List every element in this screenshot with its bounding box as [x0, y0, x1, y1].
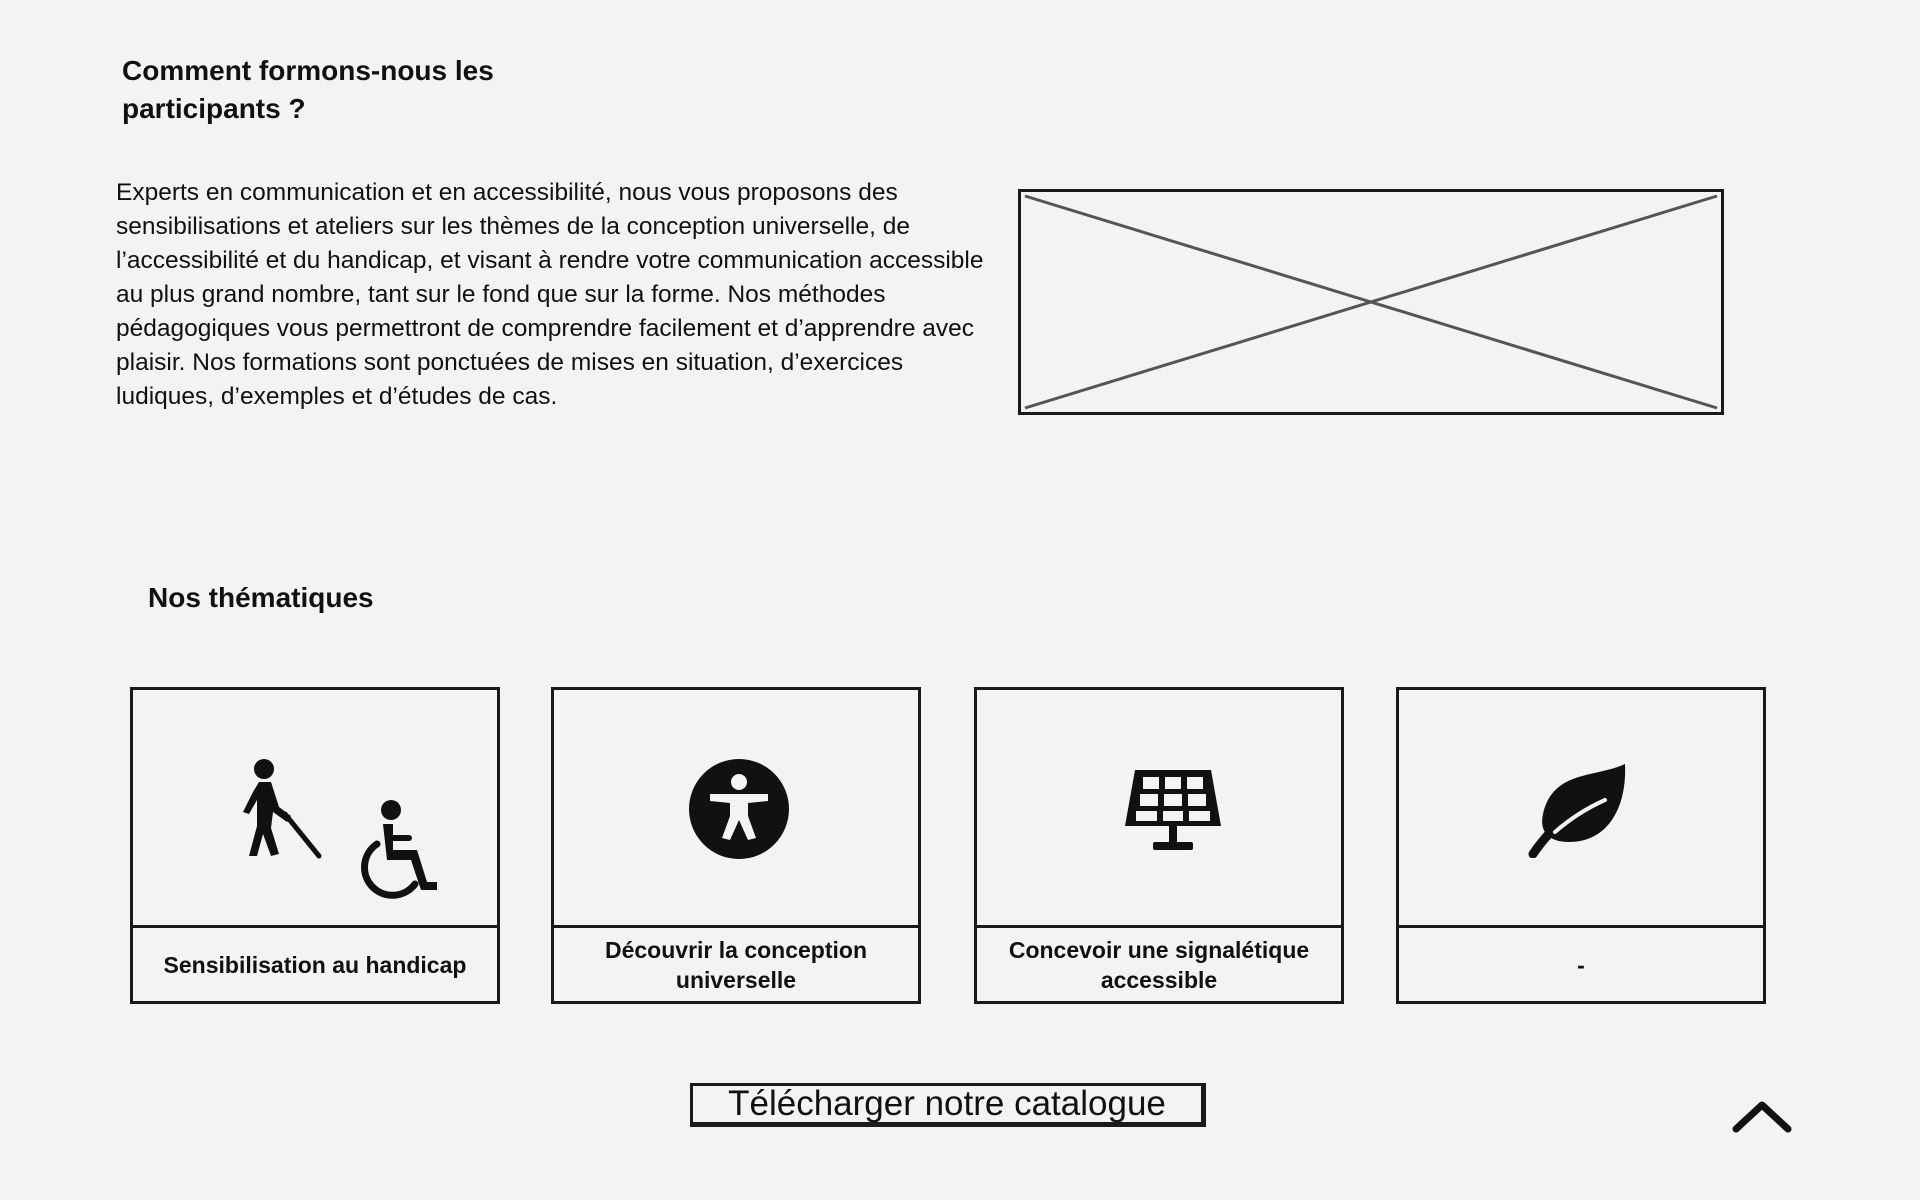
- card-icon-area: [133, 690, 497, 928]
- card-icon-area: [977, 690, 1341, 928]
- wheelchair-icon: [353, 798, 463, 908]
- universal-access-icon: [688, 758, 790, 860]
- card-icon-area: [554, 690, 918, 928]
- theme-card-signage[interactable]: [974, 687, 1344, 1004]
- theme-card-handicap[interactable]: [130, 687, 500, 1004]
- leaf-icon: [1525, 762, 1631, 858]
- section-heading: Comment formons-nous les participants ?: [122, 55, 494, 124]
- card-label: Sensibilisation au handicap: [163, 951, 467, 978]
- chevron-up-icon: [1730, 1095, 1794, 1135]
- image-placeholder-cross: [1021, 192, 1721, 412]
- image-placeholder: [1018, 189, 1724, 415]
- theme-card-universal-design[interactable]: [551, 687, 921, 1004]
- card-label: Découvrir la conception universelle: [604, 936, 867, 993]
- card-label: -: [1577, 951, 1585, 978]
- theme-card-eco[interactable]: [1396, 687, 1766, 1004]
- card-icon-area: [1399, 690, 1763, 928]
- themes-title: Nos thématiques: [148, 582, 374, 613]
- card-label: Concevoir une signalétique accessible: [1008, 936, 1310, 993]
- solar-panel-icon: [1123, 768, 1223, 854]
- download-catalogue-button[interactable]: Télécharger notre catalogue: [690, 1083, 1206, 1127]
- back-to-top-button[interactable]: [1730, 1095, 1794, 1135]
- intro-paragraph: Experts en communication et en accessibilité, nous vous proposons des sensibilisations et ateliers sur les thèmes de la conception universelle, de l’accessibilité et du handicap, et visant à rendre votre communication accessible au plus grand nombre, tant sur le fond que sur la forme. Nos méthodes pédagogiques vous permettront de comprendre facilement et d’apprendre avec plaisir. Nos formations sont ponctuées de mises en situation, d’exercices ludiques, d’exemples et d’études de cas.: [116, 179, 984, 410]
